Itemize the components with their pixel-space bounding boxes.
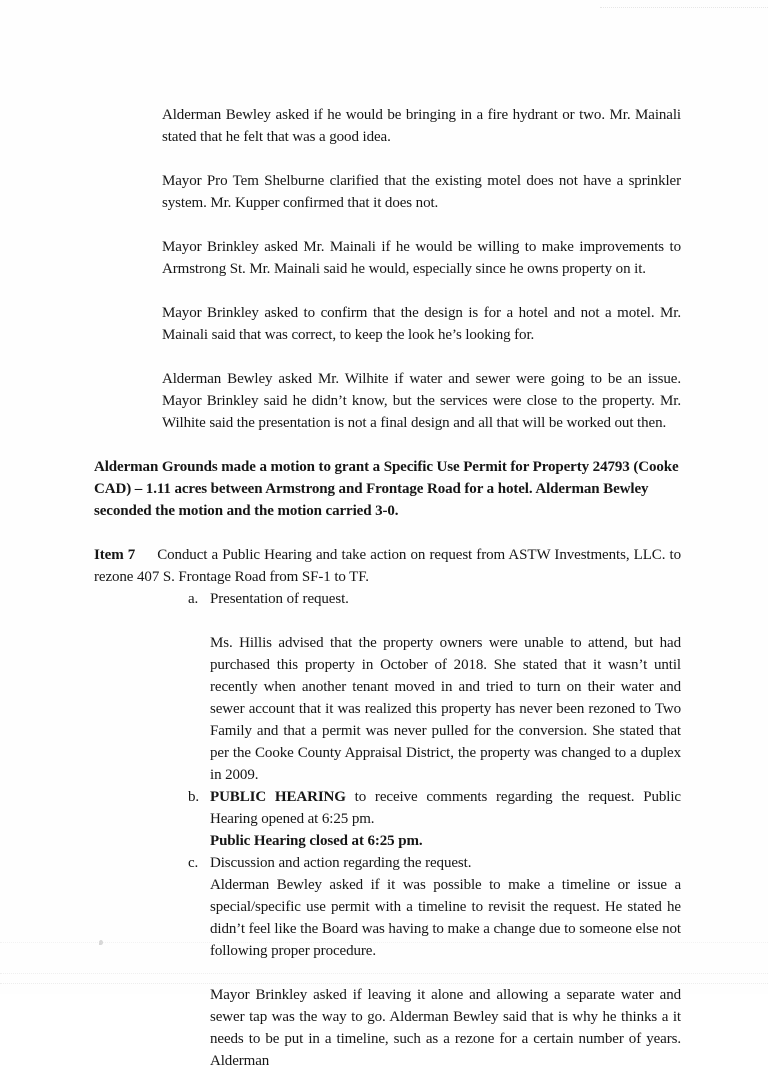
list-marker-b: b. xyxy=(188,789,200,805)
item7-text: Conduct a Public Hearing and take action on request from ASTW Investments, LLC. to rezone 407 S. Frontage Road from SF-1 to TF. xyxy=(94,547,681,585)
public-hearing-text: to receive comments regarding the request. Public Hearing opened at 6:25 pm. xyxy=(210,789,681,827)
item7-sublist xyxy=(188,588,681,1072)
public-hearing-lead: PUBLIC HEARING xyxy=(210,789,346,805)
motion-paragraph: Alderman Grounds made a motion to grant a Specific Use Permit for Property 24793 (Cooke CAD) – 1.11 acres between Armstrong and Frontage Road for a hotel. Alderman Bewley seconded the motion and the motion carried 3-0. xyxy=(94,459,679,519)
public-hearing-closed-line: Public Hearing closed at 6:25 pm. xyxy=(210,833,423,849)
presentation-paragraph: Ms. Hillis advised that the property owners were unable to attend, but had purchased this property in October of 2018. She stated that it wasn’t until recently when another tenant moved in and tried to turn on their water and sewer account that it was realized this property has never been rezoned to Two Family and that a permit was never pulled for the conversion. She stated that per the Cooke County Appraisal District, the property was changed to a duplex in 2009. xyxy=(210,635,681,783)
list-item-a-text: Presentation of request. xyxy=(210,591,349,607)
list-item-a xyxy=(188,588,681,610)
page-content xyxy=(94,104,681,1072)
scan-artifact xyxy=(600,7,768,8)
item7-label: Item 7 xyxy=(94,547,136,563)
list-marker-c: c. xyxy=(188,855,199,871)
item7-paragraph xyxy=(94,544,681,588)
list-item-c-text: Discussion and action regarding the request. xyxy=(210,855,472,871)
discussion-paragraph: Alderman Bewley asked if he would be bringing in a fire hydrant or two. Mr. Mainali stated that he felt that was a good idea. xyxy=(162,107,681,145)
discussion-paragraph: Mayor Brinkley asked Mr. Mainali if he would be willing to make improvements to Armstrong St. Mr. Mainali said he would, especially since he owns property on it. xyxy=(162,239,681,277)
discussion-paragraph: Alderman Bewley asked Mr. Wilhite if water and sewer were going to be an issue. Mayor Brinkley said he didn’t know, but the services were close to the property. Mr. Wilhite said the presentation is not a final design and all that will be worked out then. xyxy=(162,371,681,431)
discussion-block xyxy=(162,104,681,434)
list-item-c xyxy=(188,852,681,874)
list-item-b-body xyxy=(210,786,681,852)
discussion-paragraph: Mayor Brinkley asked to confirm that the design is for a hotel and not a motel. Mr. Mainali said that was correct, to keep the look he’s looking for. xyxy=(162,305,681,343)
public-hearing-paragraph xyxy=(210,786,681,830)
discussion-action-paragraph: Mayor Brinkley asked if leaving it alone and allowing a separate water and sewer tap was the way to go. Alderman Bewley said that is why he thinks a it needs to be put in a timeline, such as a rezone for a certain number of years. Alderman xyxy=(210,987,681,1069)
discussion-action-paragraph: Alderman Bewley asked if it was possible to make a timeline or issue a special/specific use permit with a timeline to revisit the request. He stated he didn’t feel like the Board was having to make a change due to someone else not following proper procedure. xyxy=(210,877,681,959)
discussion-paragraph: Mayor Pro Tem Shelburne clarified that the existing motel does not have a sprinkler system. Mr. Kupper confirmed that it does not. xyxy=(162,173,681,211)
list-item-b xyxy=(188,786,681,852)
list-marker-a: a. xyxy=(188,591,199,607)
